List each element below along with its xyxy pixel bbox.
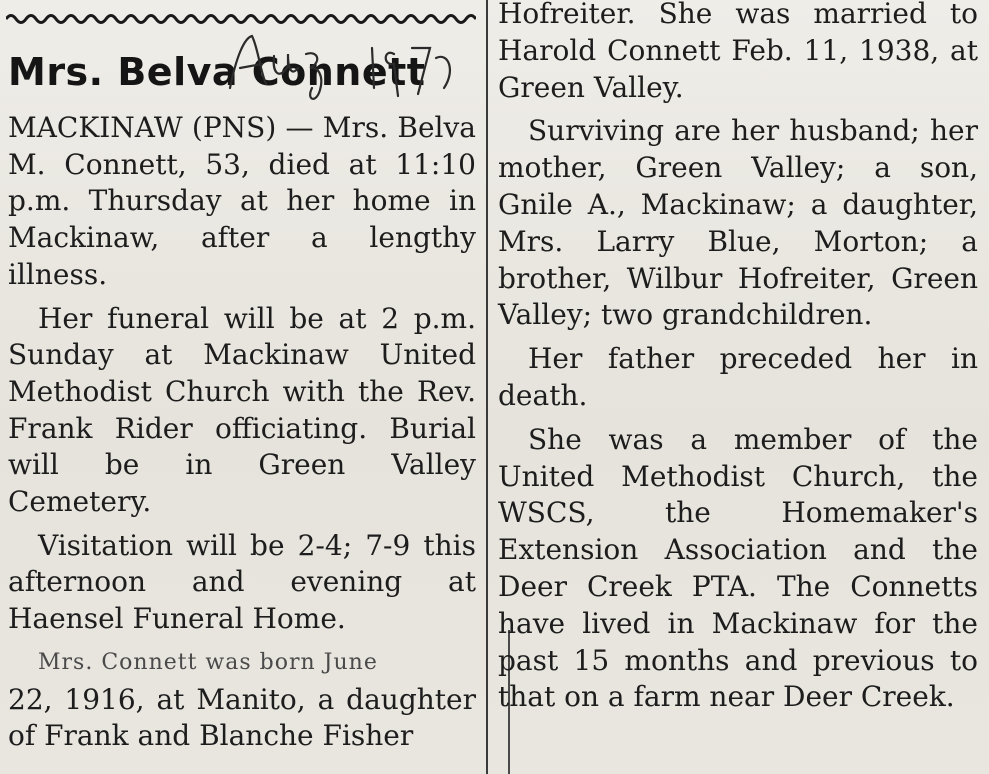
right-column (496, 0, 984, 774)
obituary-headline: Mrs. Belva Connett (8, 50, 426, 94)
column-divider (486, 0, 488, 774)
obituary-paragraph: 22, 1916, at Manito, a daughter of Frank and Blanche Fisher (8, 682, 476, 753)
obituary-paragraph: Hofreiter. She was married to Harold Connett Feb. 11, 1938, at Green Valley. (498, 0, 978, 104)
obituary-paragraph: MACKINAW (PNS) — Mrs. Belva M. Connett, 53, died at 11:10 p.m. Thursday at her home in Mackinaw, after a lengthy illness. (8, 111, 476, 291)
left-column (4, 0, 478, 774)
obituary-paragraph: Her father preceded her in death. (498, 342, 978, 412)
obituary-paragraph: She was a member of the United Methodist Church, the WSCS, the Homemaker's Extension Association and the Deer Creek PTA. The Connetts have lived in Mackinaw for the past 15 months and previous to that on a farm near Deer Creek. (498, 422, 978, 714)
obituary-paragraph: Surviving are her husband; her mother, Green Valley; a son, Gnile A., Mackinaw; a daughter, Mrs. Larry Blue, Morton; a brother, Wilbur Hofreiter, Green Valley; two grandchildren. (498, 114, 978, 332)
smudged-line: Mrs. Connett was born June (38, 649, 378, 675)
obituary-paragraph: Visitation will be 2-4; 7-9 this afternoon and evening at Haensel Funeral Home. (8, 528, 476, 636)
obituary-paragraph: Her funeral will be at 2 p.m. Sunday at Mackinaw United Methodist Church with the Rev. Frank Rider officiating. Burial will be in Green Valley Cemetery. (8, 301, 476, 519)
